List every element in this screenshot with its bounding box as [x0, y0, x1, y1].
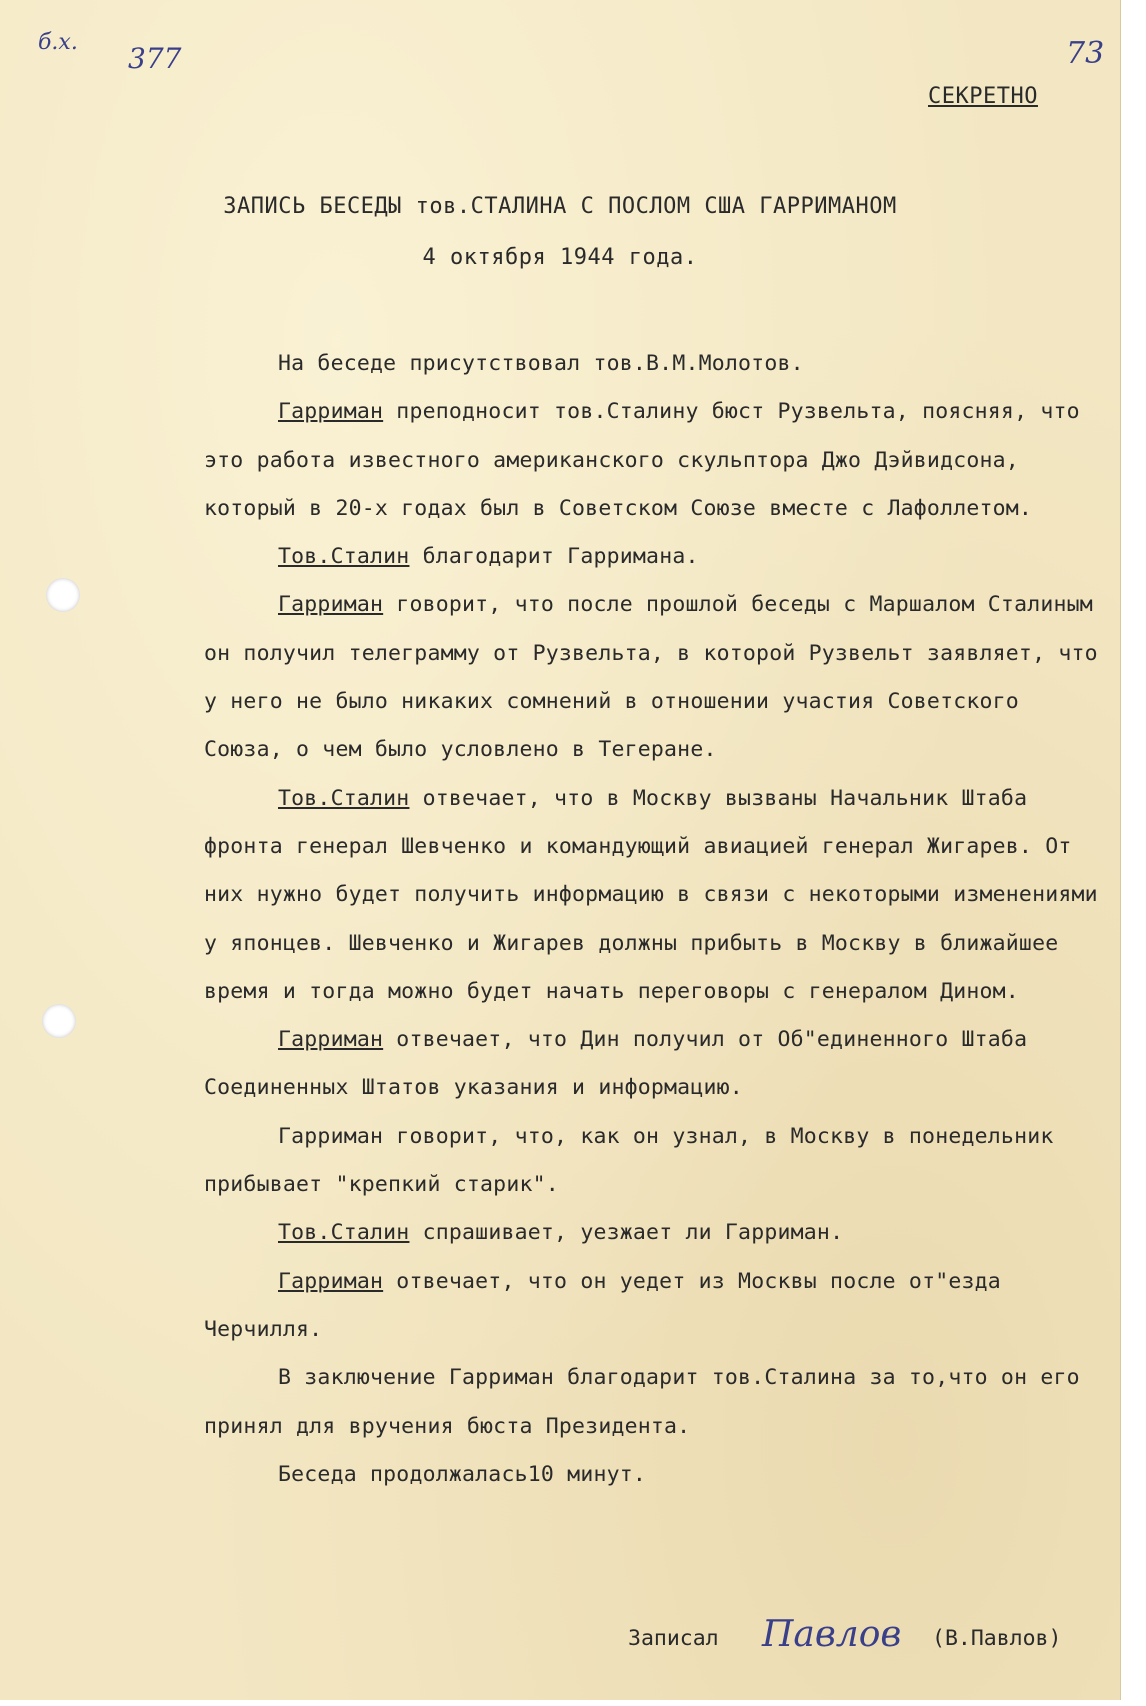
paragraph	[204, 775, 1104, 1016]
page-number: 73	[1066, 36, 1105, 71]
paragraph	[204, 1258, 1104, 1355]
speaker: Тов.Сталин	[278, 1220, 410, 1246]
classification-stamp: СЕКРЕТНО	[928, 84, 1038, 109]
paragraph	[204, 1016, 1104, 1113]
paragraph-text: отвечает, что в Москву вызваны Начальник Штаба фронта генерал Шевченко и командующий авиацией генерал Жигарев. От них нужно будет получить информацию в связи с некоторыми изменениями у японцев. Шевченко и Жигарев должны прибыть в Москву в ближайшее время и тогда можно будет начать переговоры с генералом Дином.	[204, 785, 1098, 1004]
paragraph-text: отвечает, что он уедет из Москвы после от"езда Черчилля.	[204, 1268, 1001, 1342]
paragraph	[204, 581, 1104, 774]
paragraph-text: В заключение Гарриман благодарит тов.Сталина за то,что он его принял для вручения бюста Президента.	[204, 1365, 1080, 1439]
signature-block	[0, 1614, 1120, 1666]
archive-number: 377	[128, 42, 182, 75]
speaker: Гарриман	[278, 592, 384, 618]
speaker: Гарриман	[278, 1268, 384, 1294]
paragraph-text: На беседе присутствовал тов.В.М.Молотов.	[278, 351, 804, 376]
paragraph	[204, 1451, 1104, 1499]
handwritten-mark: б.х.	[38, 30, 78, 55]
paragraph-text: преподносит тов.Сталину бюст Рузвельта, поясняя, что это работа известного американского скульптора Джо Дэйвидсона, который в 20-х годах был в Советском Союзе вместе с Лафоллетом.	[204, 399, 1080, 521]
signatory-name: (В.Павлов)	[932, 1626, 1062, 1651]
paragraph	[204, 340, 1104, 388]
paragraph	[204, 1113, 1104, 1210]
speaker: Гарриман	[278, 1027, 384, 1053]
paragraph-text: Гарриман говорит, что, как он узнал, в Москву в понедельник прибывает "крепкий старик".	[204, 1123, 1054, 1198]
speaker: Тов.Сталин	[278, 544, 410, 570]
paragraph	[204, 533, 1104, 581]
paragraph-text: спрашивает, уезжает ли Гарриман.	[409, 1220, 844, 1246]
paragraph-text: говорит, что после прошлой беседы с Маршалом Сталиным он получил телеграмму от Рузвельта, в которой Рузвельт заявляет, что у него не было никаких сомнений в отношении участия Советского Союза, о чем было условлено в Тегеране.	[204, 592, 1098, 763]
paragraph-text: Беседа продолжалась10 минут.	[278, 1461, 647, 1487]
paragraph-text: отвечает, что Дин получил от Об"единенного Штаба Соединенных Штатов указания и информацию.	[204, 1027, 1028, 1101]
punch-hole	[42, 1004, 76, 1038]
document-date: 4 октября 1944 года.	[422, 245, 698, 270]
signature-label: Записал	[628, 1626, 719, 1651]
punch-hole	[46, 578, 80, 612]
document-body	[204, 340, 1104, 1499]
paragraph	[204, 388, 1104, 533]
handwritten-signature: Павлов	[762, 1614, 902, 1655]
paragraph	[204, 1354, 1104, 1451]
document-title: ЗАПИСЬ БЕСЕДЫ тов.СТАЛИНА С ПОСЛОМ США ГАРРИМАНОМ	[223, 194, 897, 219]
speaker: Гарриман	[278, 399, 384, 425]
paragraph-text: благодарит Гарримана.	[409, 544, 699, 570]
speaker: Тов.Сталин	[278, 785, 410, 811]
paragraph	[204, 1209, 1104, 1257]
